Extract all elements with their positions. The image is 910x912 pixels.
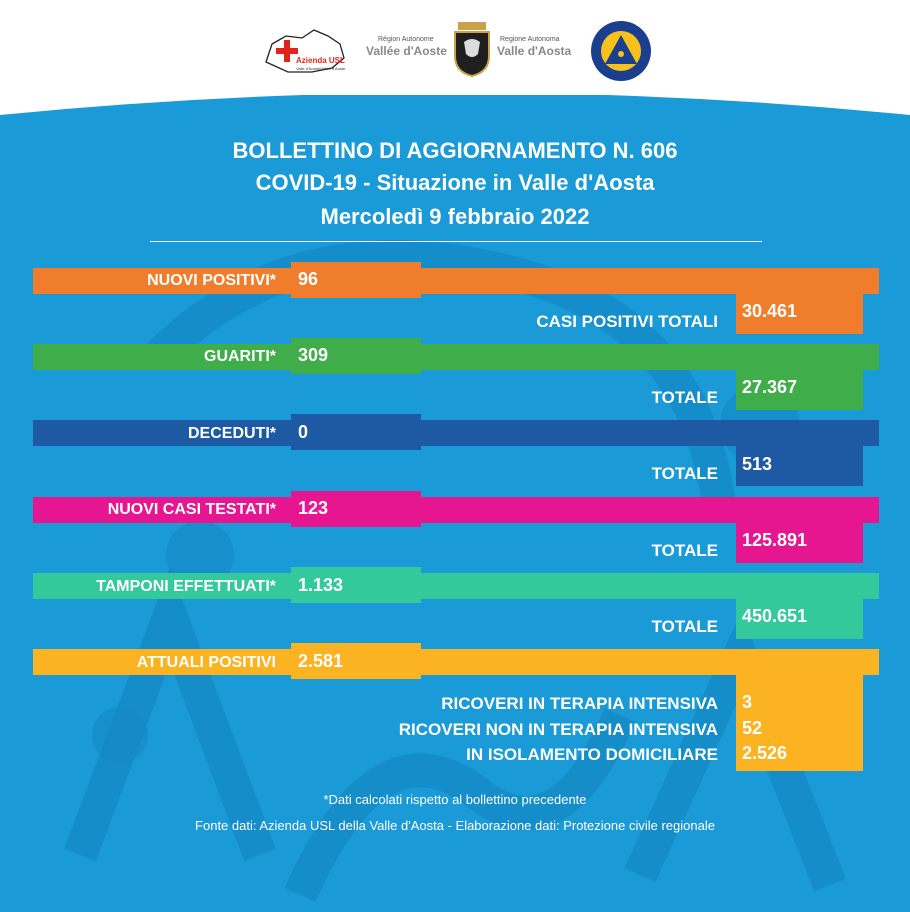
value-tamponi: 1.133 <box>298 575 344 595</box>
logos-bar <box>0 14 910 84</box>
total-label-nuovi-positivi: CASI POSITIVI TOTALI <box>536 312 718 331</box>
total-label-guariti: TOTALE <box>651 388 718 407</box>
total-value-tamponi: 450.651 <box>742 606 808 626</box>
label-deceduti: DECEDUTI* <box>187 425 276 442</box>
region-name-2: Valle d'Aosta <box>497 44 572 58</box>
total-value-deceduti: 513 <box>742 454 773 474</box>
total-value-nuovi-casi: 125.891 <box>742 530 808 550</box>
title-divider <box>150 241 762 242</box>
total-label-deceduti: TOTALE <box>651 464 718 483</box>
value-nuovi-casi: 123 <box>298 498 329 518</box>
detail-value-terapia-intensiva: 3 <box>742 692 753 712</box>
total-value-nuovi-positivi: 30.461 <box>742 301 798 321</box>
value-nuovi-positivi: 96 <box>298 269 319 289</box>
label-tamponi: TAMPONI EFFETTUATI* <box>96 578 276 595</box>
tab-deceduti <box>291 414 421 450</box>
label-guariti: GUARITI* <box>204 348 276 365</box>
value-attuali: 2.581 <box>298 651 344 671</box>
region-name-1: Vallée d'Aoste <box>366 44 447 58</box>
label-nuovi-positivi: NUOVI POSITIVI* <box>147 272 276 289</box>
bulletin-title: BOLLETTINO DI AGGIORNAMENTO N. 606 <box>232 138 678 163</box>
detail-value-isolamento: 2.526 <box>742 743 788 763</box>
value-guariti: 309 <box>298 345 329 365</box>
detail-label-non-terapia-intensiva: RICOVERI NON IN TERAPIA INTENSIVA <box>398 720 718 739</box>
total-label-tamponi: TOTALE <box>651 617 718 636</box>
region-small-text-1: Région Autonome <box>378 36 434 43</box>
label-attuali: ATTUALI POSITIVI <box>136 654 276 671</box>
detail-label-terapia-intensiva: RICOVERI IN TERAPIA INTENSIVA <box>441 694 718 713</box>
region-small-text-2: Regione Autonoma <box>500 36 560 43</box>
usl-logo-subtext: Valle d'Aosta/Vallée d'Aoste <box>296 66 346 71</box>
protezione-civile-logo <box>590 20 652 82</box>
footnote-source: Fonte dati: Azienda USL della Valle d'Aosta - Elaborazione dati: Protezione civile regionale <box>195 818 715 833</box>
usl-logo-text: Azienda USL <box>296 56 345 65</box>
bulletin-date: Mercoledì 9 febbraio 2022 <box>320 204 590 229</box>
detail-label-isolamento: IN ISOLAMENTO DOMICILIARE <box>466 745 718 764</box>
bulletin-subtitle: COVID-19 - Situazione in Valle d'Aosta <box>255 170 655 195</box>
coat-of-arms-icon <box>452 20 492 78</box>
total-value-guariti: 27.367 <box>742 377 798 397</box>
label-nuovi-casi: NUOVI CASI TESTATI* <box>107 501 276 518</box>
value-deceduti: 0 <box>298 422 309 442</box>
footnote-calc: *Dati calcolati rispetto al bollettino precedente <box>323 792 587 807</box>
detail-value-non-terapia-intensiva: 52 <box>742 718 763 738</box>
total-label-nuovi-casi: TOTALE <box>651 541 718 560</box>
